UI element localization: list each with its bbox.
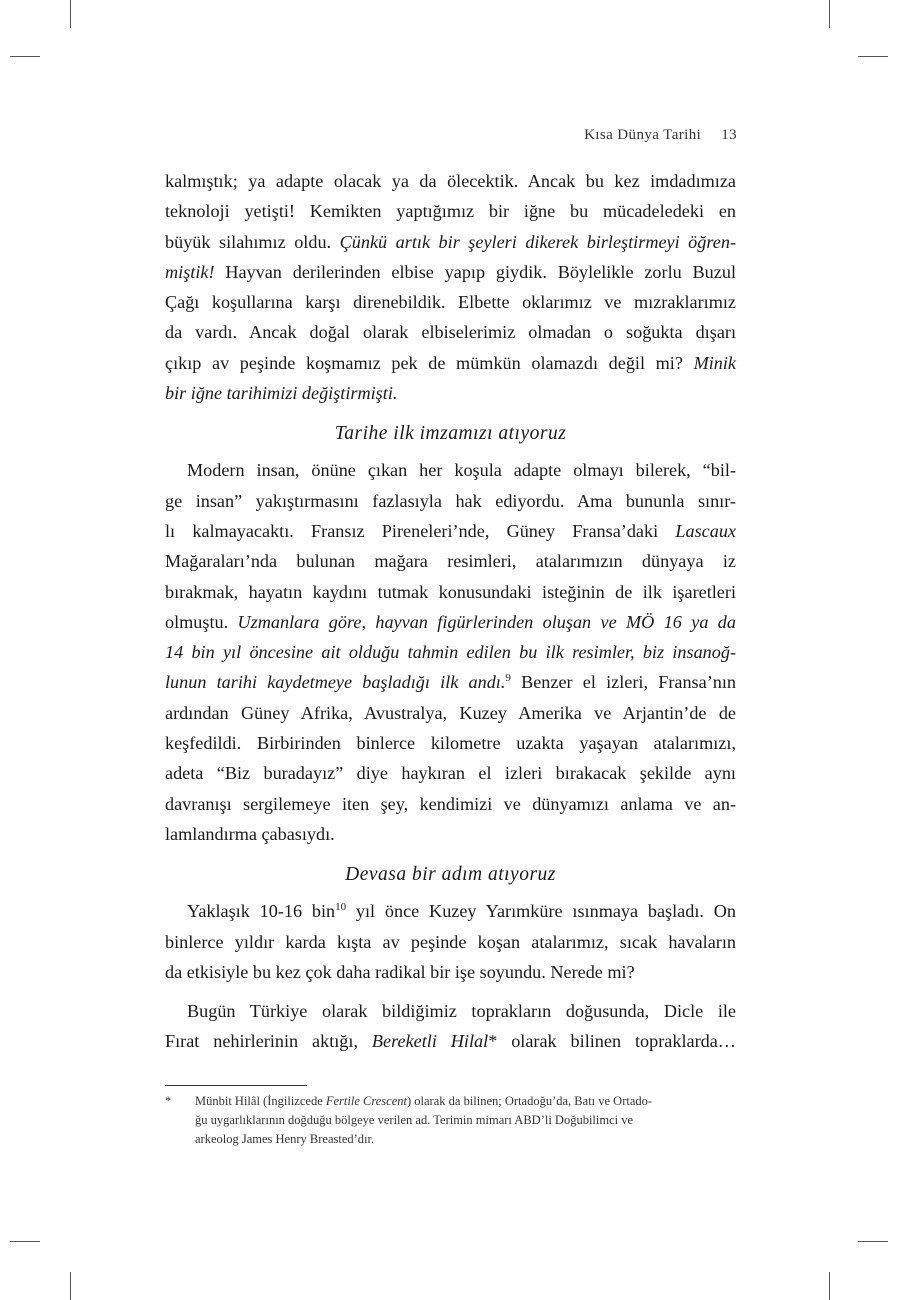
italic-text: Çünkü artık bir şeyleri dikerek birleştirmeyi öğren- [339, 231, 736, 252]
crop-mark [70, 1272, 71, 1300]
italic-text: 14 bin yıl öncesine ait olduğu tahmin edilen bu ilk resimler, biz insanoğ- [165, 642, 736, 663]
text-line: adeta “Biz buradayız” diye haykıran el izleri bırakacak şekilde aynı [165, 763, 736, 784]
paragraph [165, 996, 736, 1057]
text-line: kalmıştık; ya adapte olacak ya da ölecektik. Ancak bu kez imdadımıza [165, 171, 736, 191]
footnote [165, 1092, 736, 1149]
text-line: teknoloji yetişti! Kemikten yaptığımız bir iğne bu mücadeledeki en [165, 201, 736, 222]
text-line: lamlandırma çabasıydı. [165, 823, 335, 844]
text-line: miştik! Hayvan derilerinden elbise yapıp giydik. Böylelikle zorlu Buzul [165, 261, 736, 282]
footnote-marker: * [165, 1094, 172, 1108]
text-line: Mağaraları’nda bulunan mağara resimleri, atalarımızın dünyaya iz [165, 551, 736, 572]
text-line: çıkıp av peşinde koşmamız pek de mümkün olamazdı değil mi? Minik [165, 352, 736, 373]
italic-text: Uzmanlara göre, hayvan figürlerinden oluşan ve MÖ 16 ya da [237, 611, 736, 632]
text-line: davranışı sergilemeye iten şey, kendimizi ve dünyamızı anlama ve an- [165, 793, 736, 814]
running-head [530, 127, 737, 144]
italic-text: lunun tarihi kaydetmeye başladığı ilk andı. [165, 672, 506, 693]
crop-mark [10, 56, 40, 57]
text-line: büyük silahımız oldu. Çünkü artık bir şeyleri dikerek birleştirmeyi öğren- [165, 231, 736, 252]
body-text [165, 166, 736, 1057]
paragraph [165, 166, 736, 408]
crop-mark [858, 1241, 888, 1242]
book-title: Kısa Dünya Tarihi [584, 127, 702, 143]
text-line: ardından Güney Afrika, Avustralya, Kuzey Amerika ve Arjantin’de de [165, 702, 736, 723]
text-line: Yaklaşık 10-16 bin$^{10}$ yıl önce Kuzey Yarımküre ısınmaya başladı. On [187, 901, 736, 922]
italic-text: Minik [693, 352, 736, 373]
text-line: Çağı koşullarına karşı direnebildik. Elbette oklarımız ve mızraklarımız [165, 292, 736, 313]
footnote-text: Münbit Hilâl (İngilizcede Fertile Crescent) olarak da bilinen; Ortadoğu’da, Batı ve Ortado- ğu uygarlıklarının doğduğu bölgeye verilen ad. Terimin mimarı ABD’li Doğubilimci ve arkeolog James Henry Breasted’dır. [195, 1094, 653, 1146]
section-heading: Devasa bir adım atıyoruz [345, 864, 556, 886]
text-line [165, 637, 736, 667]
crop-mark [10, 1241, 40, 1242]
footnote-ref: 9 [505, 672, 511, 685]
text-line: da etkisiyle bu kez çok daha radikal bir işe soyundu. Nerede mi? [165, 961, 635, 982]
crop-mark [70, 0, 71, 28]
text-line: Modern insan, önüne çıkan her koşula adapte olmayı bilerek, “bil- [187, 460, 736, 481]
paragraph [165, 455, 736, 849]
italic-text: Lascaux [675, 520, 736, 541]
text-line: ge insan” yakıştırmasını fazlasıyla hak ediyordu. Ama bununla sınır- [165, 490, 736, 511]
text-line: keşfedildi. Birbirinden binlerce kilometre uzakta yaşayan atalarımızı, [165, 733, 736, 754]
italic-text: Bereketli Hilal [371, 1031, 489, 1052]
text-line: lı kalmayacaktı. Fransız Pireneleri’nde, Güney Fransa’daki Lascaux [165, 520, 736, 541]
text-line: binlerce yıldır karda kışta av peşinde koşan atalarımız, sıcak havaların [165, 931, 736, 952]
text-line: Fırat nehirlerinin aktığı, Bereketli Hilal* olarak bilinen topraklarda… [165, 1031, 736, 1052]
paragraph [165, 896, 736, 987]
italic-text: miştik! [165, 261, 215, 282]
text-line: olmuştu. Uzmanlara göre, hayvan figürlerinden oluşan ve MÖ 16 ya da [165, 611, 736, 632]
page-number: 13 [721, 127, 737, 143]
text-line: da vardı. Ancak doğal olarak elbiselerimiz olmadan o soğukta dışarı [165, 322, 736, 343]
section-heading: Tarihe ilk imzamızı atıyoruz [334, 423, 567, 445]
text-line: lunun tarihi kaydetmeye başladığı ilk andı.$^9$ Benzer el izleri, Fransa’nın [165, 672, 736, 693]
text-line [165, 378, 736, 408]
crop-mark [829, 0, 830, 28]
italic-text: bir iğne tarihimizi değiştirmişti. [165, 383, 398, 404]
text-line: bırakmak, hayatın kaydını tutmak konusundaki isteğinin de ilk işaretleri [165, 581, 736, 602]
italic-text: Fertile Crescent [325, 1094, 407, 1108]
crop-mark [858, 56, 888, 57]
footnote-divider [165, 1085, 307, 1086]
text-line: Bugün Türkiye olarak bildiğimiz toprakların doğusunda, Dicle ile [187, 1001, 736, 1022]
footnote-ref: 10 [335, 901, 347, 914]
crop-mark [829, 1272, 830, 1300]
